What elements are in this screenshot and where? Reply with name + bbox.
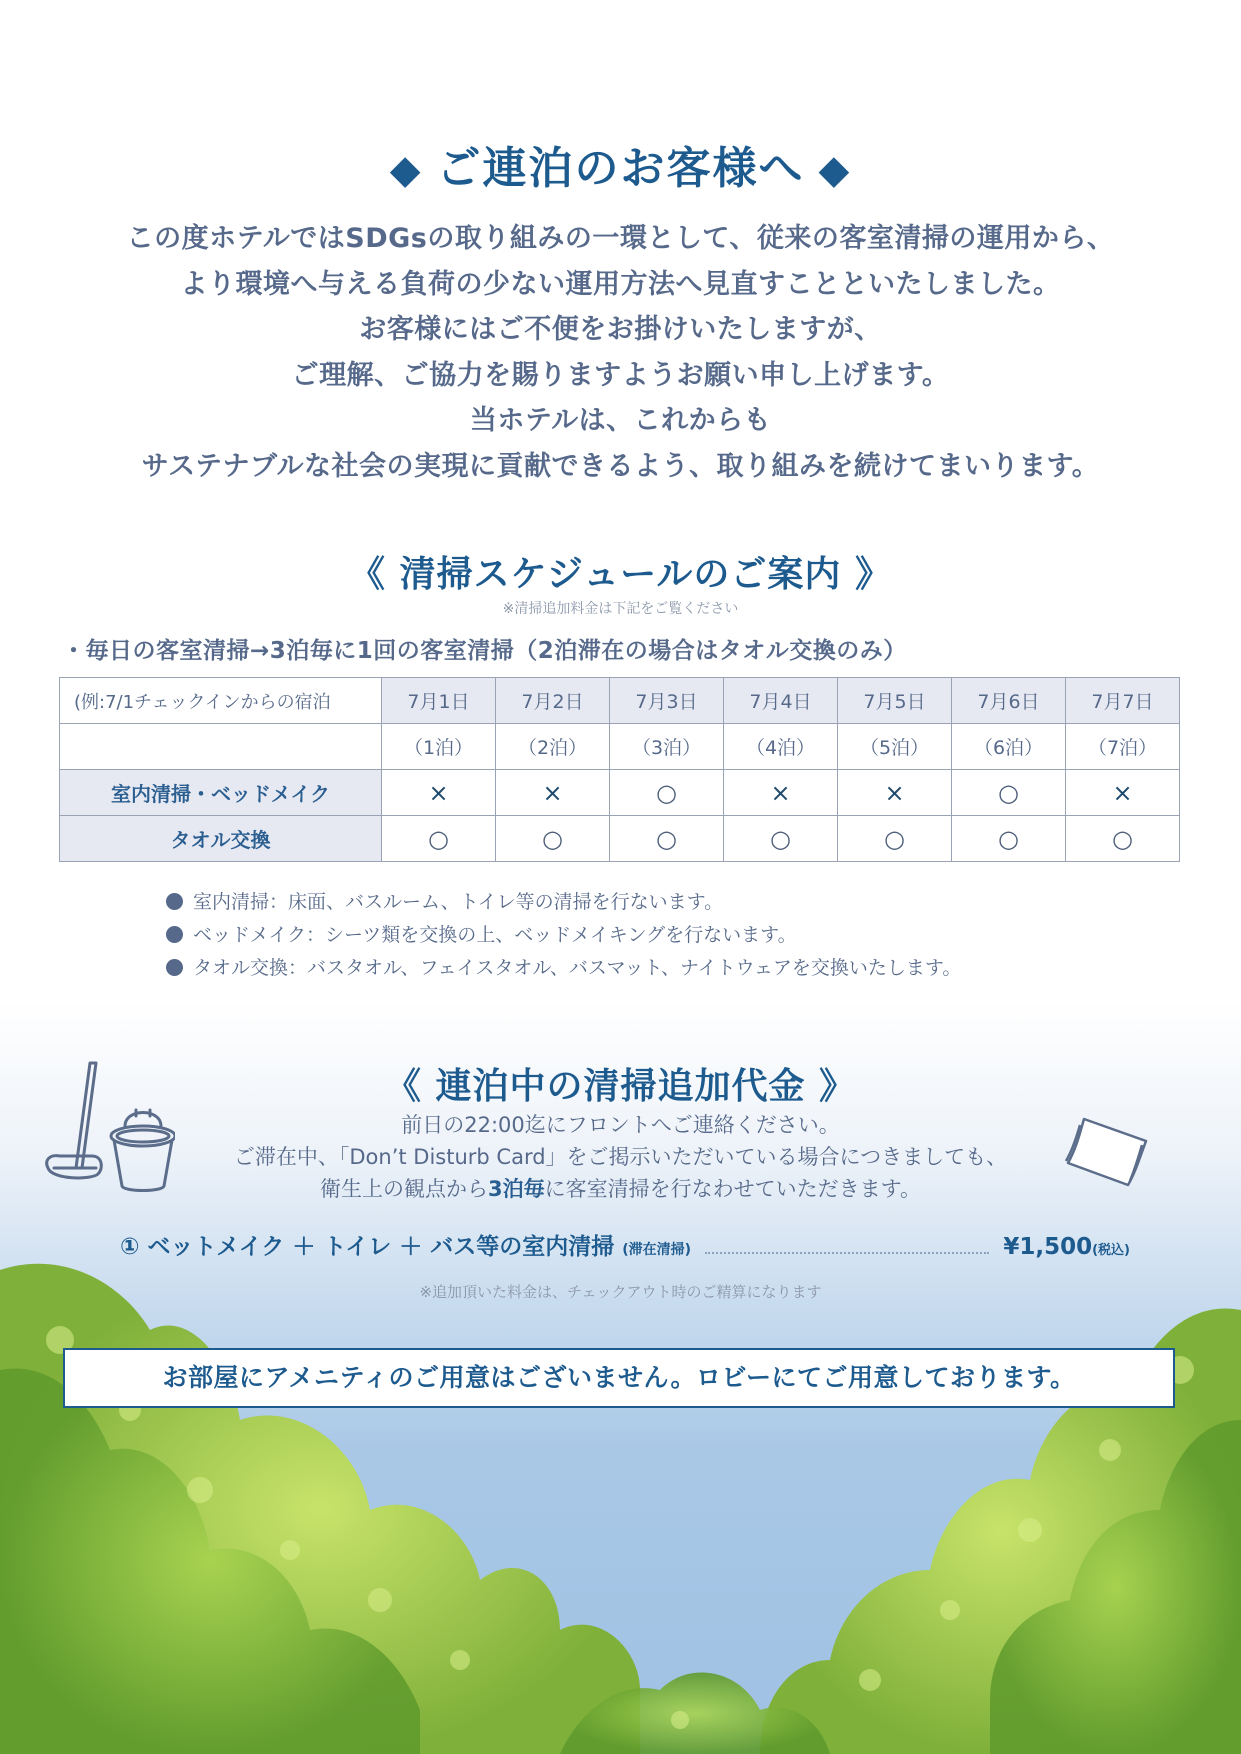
nights-cell: （3泊） <box>610 724 724 770</box>
date-cell: 7月7日 <box>1066 678 1180 724</box>
nights-cell: （5泊） <box>838 724 952 770</box>
bullet-icon <box>166 893 183 910</box>
service-definitions <box>166 886 961 985</box>
mark-cell: × <box>496 770 610 816</box>
list-item <box>166 886 961 919</box>
list-item <box>166 919 961 952</box>
nights-cell: （6泊） <box>952 724 1066 770</box>
amenity-notice: お部屋にアメニティのご用意はございません。ロビーにてご用意しております。 <box>63 1348 1175 1408</box>
mark-cell: ○ <box>952 816 1066 862</box>
mark-cell: × <box>382 770 496 816</box>
fee-line <box>0 1173 1241 1205</box>
date-cell: 7月4日 <box>724 678 838 724</box>
intro-line: この度ホテルではSDGsの取り組みの一環として、従来の客室清掃の運用から、 <box>126 223 1115 254</box>
fee-line-text: 衛生上の観点から <box>320 1177 489 1201</box>
nights-cell: （2泊） <box>496 724 610 770</box>
schedule-section-title: 《 清掃スケジュールのご案内 》 <box>349 554 892 595</box>
intro-message <box>0 216 1241 489</box>
table-row-dates <box>60 678 1180 724</box>
intro-line: お客様にはご不便をお掛けいたしますが、 <box>359 314 882 345</box>
fee-price: ¥1,500 <box>1003 1234 1093 1260</box>
mark-cell: ○ <box>952 770 1066 816</box>
bullet-icon <box>166 959 183 976</box>
mark-cell: × <box>1066 770 1180 816</box>
fee-instructions <box>0 1109 1241 1205</box>
checkout-note: ※追加頂いた料金は、チェックアウト時のご精算になります <box>419 1283 822 1301</box>
date-cell: 7月6日 <box>952 678 1066 724</box>
nights-cell: （1泊） <box>382 724 496 770</box>
nights-cell: （4泊） <box>724 724 838 770</box>
date-cell: 7月3日 <box>610 678 724 724</box>
mark-cell: ○ <box>724 816 838 862</box>
page-title-text: ご連泊のお客様へ <box>436 143 805 194</box>
intro-line: 当ホテルは、これからも <box>469 405 772 436</box>
fee-line: 前日の22:00迄にフロントへご連絡ください。 <box>401 1113 840 1137</box>
fee-item-sub: (滞在清掃) <box>622 1242 692 1258</box>
schedule-rule: ・毎日の客室清掃→3泊毎に1回の客室清掃（2泊滞在の場合はタオル交換のみ） <box>62 638 907 664</box>
nights-cell: （7泊） <box>1066 724 1180 770</box>
schedule-note: ※清掃追加料金は下記をご覧ください <box>502 601 739 617</box>
mark-cell: ○ <box>610 816 724 862</box>
date-cell: 7月2日 <box>496 678 610 724</box>
page-title <box>0 132 1241 196</box>
row-label: 室内清掃・ベッドメイク <box>60 770 382 816</box>
example-label: (例:7/1チェックインからの宿泊 <box>60 678 382 724</box>
date-cell: 7月5日 <box>838 678 952 724</box>
mark-cell: ○ <box>1066 816 1180 862</box>
bullet-icon <box>166 926 183 943</box>
empty-cell <box>60 724 382 770</box>
mark-cell: ○ <box>496 816 610 862</box>
mark-cell: ○ <box>382 816 496 862</box>
intro-line: サステナブルな社会の実現に貢献できるよう、取り組みを続けてまいります。 <box>141 450 1100 482</box>
intro-line: より環境へ与える負荷の少ない運用方法へ見直すことといたしました。 <box>180 268 1061 300</box>
list-item-text: 室内清掃：床面、バスルーム、トイレ等の清掃を行ないます。 <box>193 891 724 913</box>
emphasis-text: 3泊毎 <box>488 1177 545 1201</box>
mark-cell: ○ <box>610 770 724 816</box>
mark-cell: × <box>838 770 952 816</box>
pillow-icon <box>1062 1115 1152 1190</box>
intro-line: ご理解、ご協力を賜りますようお願い申し上げます。 <box>291 359 950 391</box>
fee-line-text: に客室清掃を行なわせていただきます。 <box>544 1177 921 1201</box>
dotted-leader <box>705 1252 989 1254</box>
fee-line: ご滞在中、「Don’t Disturb Card」をご掲示いただいている場合につきましても、 <box>233 1145 1008 1169</box>
cleaning-fee-item <box>120 1228 1130 1261</box>
cleaning-schedule-table <box>59 677 1180 862</box>
fee-item-label: ① ベットメイク ＋ トイレ ＋ バス等の室内清掃 <box>120 1234 615 1260</box>
table-row-towel-exchange <box>60 816 1180 862</box>
date-cell: 7月1日 <box>382 678 496 724</box>
tax-label: (税込) <box>1092 1243 1130 1258</box>
tree-canopy-background <box>0 1250 1241 1754</box>
list-item <box>166 952 961 985</box>
mark-cell: ○ <box>838 816 952 862</box>
mark-cell: × <box>724 770 838 816</box>
diamond-icon: ◆ <box>818 147 852 193</box>
table-row-nights <box>60 724 1180 770</box>
row-label: タオル交換 <box>60 816 382 862</box>
list-item-text: ベッドメイク：シーツ類を交換の上、ベッドメイキングを行ないます。 <box>193 924 797 946</box>
diamond-icon: ◆ <box>389 147 423 193</box>
list-item-text: タオル交換：バスタオル、フェイスタオル、バスマット、ナイトウェアを交換いたします。 <box>193 957 962 979</box>
fee-section-title: 《 連泊中の清掃追加代金 》 <box>384 1066 857 1107</box>
table-row-room-cleaning <box>60 770 1180 816</box>
